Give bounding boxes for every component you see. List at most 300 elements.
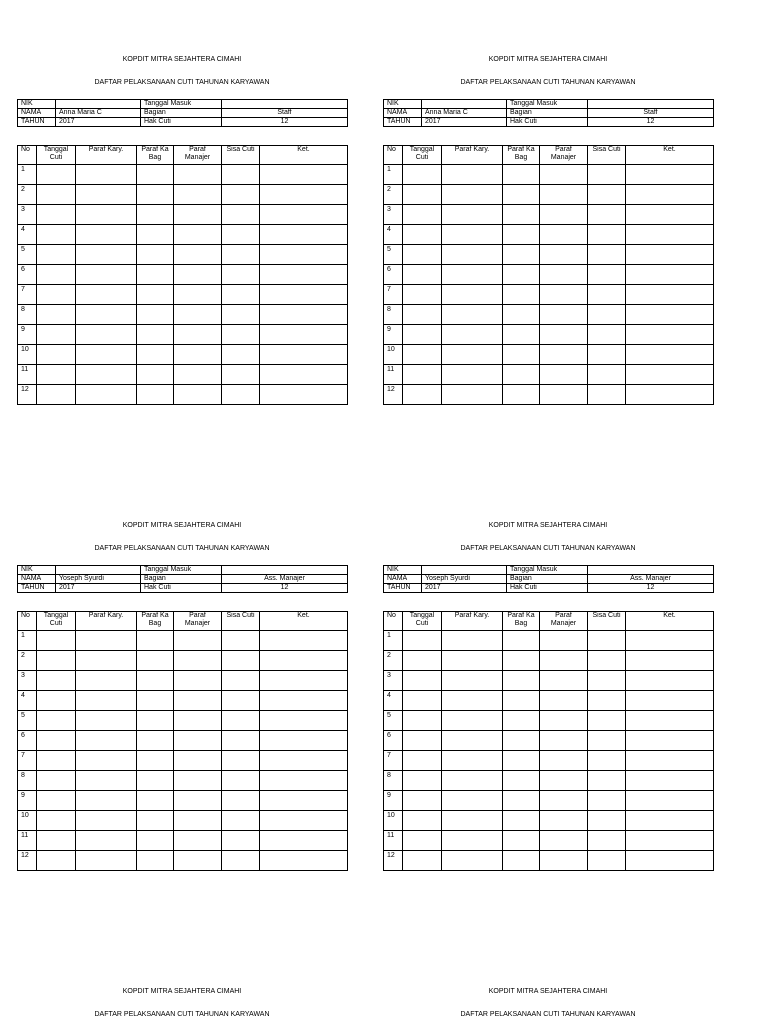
empty-cell (540, 345, 588, 365)
tahun-value: 2017 (56, 118, 141, 127)
hak-cuti-value: 12 (222, 118, 348, 127)
empty-cell (137, 711, 174, 731)
row-number: 7 (18, 285, 37, 305)
empty-cell (222, 751, 260, 771)
row-number: 10 (18, 345, 37, 365)
table-row (18, 285, 348, 305)
table-header-row (18, 146, 348, 165)
empty-cell (222, 651, 260, 671)
paraf-kabag-header: Paraf Ka Bag (137, 612, 174, 631)
no-header: No (384, 612, 403, 631)
empty-cell (174, 811, 222, 831)
empty-cell (503, 851, 540, 871)
empty-cell (588, 731, 626, 751)
empty-cell (222, 671, 260, 691)
row-number: 1 (18, 165, 37, 185)
table-row (18, 791, 348, 811)
empty-cell (626, 751, 714, 771)
bagian-label: Bagian (141, 109, 222, 118)
table-row (18, 325, 348, 345)
empty-cell (76, 345, 137, 365)
empty-cell (174, 265, 222, 285)
empty-cell (442, 851, 503, 871)
row-number: 5 (18, 245, 37, 265)
paraf-karyawan-header: Paraf Kary. (76, 612, 137, 631)
row-number: 9 (384, 325, 403, 345)
row-number: 4 (18, 225, 37, 245)
empty-cell (174, 671, 222, 691)
row-number: 9 (18, 325, 37, 345)
no-header: No (18, 612, 37, 631)
empty-cell (442, 365, 503, 385)
empty-cell (588, 651, 626, 671)
empty-cell (626, 671, 714, 691)
table-row (384, 325, 714, 345)
table-row (384, 791, 714, 811)
empty-cell (503, 205, 540, 225)
empty-cell (503, 651, 540, 671)
empty-cell (260, 245, 348, 265)
empty-cell (76, 185, 137, 205)
table-row (384, 851, 714, 871)
empty-cell (442, 185, 503, 205)
tanggal-masuk-value (222, 566, 348, 575)
empty-cell (588, 831, 626, 851)
bagian-value: Staff (588, 109, 714, 118)
keterangan-header: Ket. (260, 612, 348, 631)
table-row (384, 651, 714, 671)
hak-cuti-value: 12 (588, 584, 714, 593)
table-row (18, 651, 348, 671)
empty-cell (503, 185, 540, 205)
empty-cell (442, 771, 503, 791)
empty-cell (503, 751, 540, 771)
table-row (384, 671, 714, 691)
hak-cuti-label: Hak Cuti (141, 584, 222, 593)
empty-cell (260, 285, 348, 305)
row-number: 4 (18, 691, 37, 711)
table-row (384, 751, 714, 771)
empty-cell (588, 691, 626, 711)
empty-cell (626, 365, 714, 385)
tahun-label: TAHUN (384, 118, 422, 127)
leave-form (17, 521, 347, 871)
empty-cell (174, 771, 222, 791)
empty-cell (626, 651, 714, 671)
empty-cell (137, 651, 174, 671)
table-row (384, 265, 714, 285)
org-title: KOPDIT MITRA SEJAHTERA CIMAHI (488, 522, 608, 529)
table-row (384, 225, 714, 245)
empty-cell (442, 285, 503, 305)
empty-cell (626, 325, 714, 345)
table-row (18, 385, 348, 405)
table-row (18, 671, 348, 691)
tahun-value: 2017 (422, 584, 507, 593)
empty-cell (260, 345, 348, 365)
empty-cell (222, 245, 260, 265)
leave-form-partial (17, 987, 347, 1019)
document-title: DAFTAR PELAKSANAAN CUTI TAHUNAN KARYAWAN (460, 545, 636, 552)
row-number: 2 (18, 651, 37, 671)
tahun-value: 2017 (422, 118, 507, 127)
table-row (18, 711, 348, 731)
empty-cell (442, 265, 503, 285)
empty-cell (442, 305, 503, 325)
empty-cell (76, 651, 137, 671)
empty-cell (540, 325, 588, 345)
empty-cell (403, 671, 442, 691)
empty-cell (137, 325, 174, 345)
row-number: 12 (18, 385, 37, 405)
keterangan-header: Ket. (626, 612, 714, 631)
row-number: 8 (18, 305, 37, 325)
table-header-row (384, 612, 714, 631)
empty-cell (76, 305, 137, 325)
row-number: 2 (18, 185, 37, 205)
empty-cell (260, 751, 348, 771)
empty-cell (442, 345, 503, 365)
empty-cell (76, 165, 137, 185)
row-number: 12 (384, 385, 403, 405)
empty-cell (174, 831, 222, 851)
empty-cell (626, 245, 714, 265)
empty-cell (260, 265, 348, 285)
empty-cell (137, 185, 174, 205)
row-number: 7 (384, 751, 403, 771)
empty-cell (403, 731, 442, 751)
sisa-cuti-header: Sisa Cuti (222, 612, 260, 631)
empty-cell (260, 691, 348, 711)
empty-cell (503, 691, 540, 711)
empty-cell (503, 631, 540, 651)
empty-cell (37, 671, 76, 691)
row-number: 1 (384, 631, 403, 651)
empty-cell (588, 265, 626, 285)
table-row (18, 305, 348, 325)
empty-cell (137, 285, 174, 305)
empty-cell (626, 305, 714, 325)
empty-cell (442, 225, 503, 245)
empty-cell (540, 791, 588, 811)
empty-cell (503, 265, 540, 285)
table-row (384, 245, 714, 265)
row-number: 6 (384, 731, 403, 751)
empty-cell (403, 831, 442, 851)
row-number: 10 (18, 811, 37, 831)
empty-cell (260, 811, 348, 831)
empty-cell (222, 365, 260, 385)
nik-value (56, 100, 141, 109)
empty-cell (37, 831, 76, 851)
empty-cell (76, 751, 137, 771)
empty-cell (588, 791, 626, 811)
empty-cell (442, 711, 503, 731)
row-number: 3 (384, 205, 403, 225)
empty-cell (588, 811, 626, 831)
table-row (18, 771, 348, 791)
empty-cell (37, 225, 76, 245)
leave-entry-table (17, 611, 348, 871)
empty-cell (588, 771, 626, 791)
empty-cell (503, 711, 540, 731)
empty-cell (442, 385, 503, 405)
empty-cell (37, 185, 76, 205)
empty-cell (626, 831, 714, 851)
empty-cell (37, 751, 76, 771)
row-number: 11 (384, 365, 403, 385)
empty-cell (260, 791, 348, 811)
row-number: 5 (384, 245, 403, 265)
empty-cell (540, 651, 588, 671)
empty-cell (174, 851, 222, 871)
table-row (384, 691, 714, 711)
empty-cell (442, 791, 503, 811)
empty-cell (174, 711, 222, 731)
nik-label: NIK (18, 100, 56, 109)
table-row (18, 831, 348, 851)
empty-cell (76, 225, 137, 245)
table-row (18, 851, 348, 871)
empty-cell (174, 165, 222, 185)
empty-cell (588, 631, 626, 651)
empty-cell (222, 385, 260, 405)
table-row (384, 365, 714, 385)
empty-cell (137, 751, 174, 771)
table-row (18, 185, 348, 205)
empty-cell (442, 811, 503, 831)
empty-cell (503, 771, 540, 791)
empty-cell (76, 731, 137, 751)
empty-cell (174, 325, 222, 345)
empty-cell (222, 285, 260, 305)
empty-cell (137, 205, 174, 225)
empty-cell (137, 245, 174, 265)
empty-cell (76, 691, 137, 711)
empty-cell (37, 245, 76, 265)
empty-cell (174, 185, 222, 205)
empty-cell (503, 671, 540, 691)
empty-cell (137, 365, 174, 385)
empty-cell (626, 731, 714, 751)
empty-cell (403, 811, 442, 831)
empty-cell (137, 811, 174, 831)
nama-value: Anna Maria C (56, 109, 141, 118)
empty-cell (174, 205, 222, 225)
paraf-karyawan-header: Paraf Kary. (442, 146, 503, 165)
empty-cell (403, 205, 442, 225)
empty-cell (442, 671, 503, 691)
org-title: KOPDIT MITRA SEJAHTERA CIMAHI (488, 56, 608, 63)
empty-cell (626, 225, 714, 245)
table-row (384, 731, 714, 751)
empty-cell (442, 651, 503, 671)
empty-cell (222, 831, 260, 851)
empty-cell (442, 631, 503, 651)
empty-cell (626, 385, 714, 405)
tahun-label: TAHUN (18, 584, 56, 593)
empty-cell (222, 851, 260, 871)
row-number: 8 (18, 771, 37, 791)
empty-cell (37, 365, 76, 385)
empty-cell (503, 345, 540, 365)
nik-label: NIK (384, 100, 422, 109)
row-number: 6 (18, 731, 37, 751)
empty-cell (588, 205, 626, 225)
empty-cell (260, 205, 348, 225)
empty-cell (626, 285, 714, 305)
bagian-label: Bagian (141, 575, 222, 584)
hak-cuti-label: Hak Cuti (141, 118, 222, 127)
empty-cell (137, 851, 174, 871)
paraf-manajer-header: Paraf Manajer (540, 612, 588, 631)
empty-cell (442, 831, 503, 851)
empty-cell (540, 711, 588, 731)
empty-cell (403, 711, 442, 731)
empty-cell (260, 305, 348, 325)
document-title: DAFTAR PELAKSANAAN CUTI TAHUNAN KARYAWAN (94, 79, 270, 86)
row-number: 10 (384, 811, 403, 831)
empty-cell (137, 345, 174, 365)
tanggal-masuk-value (222, 100, 348, 109)
empty-cell (626, 791, 714, 811)
empty-cell (37, 385, 76, 405)
empty-cell (137, 631, 174, 651)
row-number: 2 (384, 185, 403, 205)
empty-cell (37, 651, 76, 671)
empty-cell (588, 851, 626, 871)
empty-cell (588, 325, 626, 345)
empty-cell (260, 671, 348, 691)
empty-cell (588, 225, 626, 245)
empty-cell (540, 631, 588, 651)
leave-entry-table (383, 145, 714, 405)
employee-info-table (383, 99, 714, 127)
empty-cell (588, 305, 626, 325)
row-number: 2 (384, 651, 403, 671)
leave-form (383, 55, 713, 405)
empty-cell (174, 225, 222, 245)
leave-entry-table (17, 145, 348, 405)
empty-cell (540, 811, 588, 831)
empty-cell (588, 245, 626, 265)
table-header-row (384, 146, 714, 165)
empty-cell (403, 285, 442, 305)
empty-cell (503, 225, 540, 245)
paraf-karyawan-header: Paraf Kary. (442, 612, 503, 631)
row-number: 9 (18, 791, 37, 811)
tanggal-cuti-header: Tanggal Cuti (37, 612, 76, 631)
empty-cell (37, 771, 76, 791)
empty-cell (260, 385, 348, 405)
empty-cell (37, 265, 76, 285)
nik-value (422, 100, 507, 109)
paraf-manajer-header: Paraf Manajer (174, 612, 222, 631)
empty-cell (76, 631, 137, 651)
empty-cell (588, 345, 626, 365)
table-row (18, 691, 348, 711)
row-number: 3 (384, 671, 403, 691)
empty-cell (37, 305, 76, 325)
org-title: KOPDIT MITRA SEJAHTERA CIMAHI (488, 988, 608, 995)
empty-cell (222, 711, 260, 731)
empty-cell (76, 771, 137, 791)
empty-cell (540, 265, 588, 285)
tanggal-cuti-header: Tanggal Cuti (403, 612, 442, 631)
empty-cell (137, 305, 174, 325)
nama-label: NAMA (18, 575, 56, 584)
empty-cell (260, 851, 348, 871)
paraf-manajer-header: Paraf Manajer (174, 146, 222, 165)
row-number: 8 (384, 305, 403, 325)
tanggal-masuk-label: Tanggal Masuk (141, 100, 222, 109)
empty-cell (37, 631, 76, 651)
empty-cell (588, 711, 626, 731)
empty-cell (403, 325, 442, 345)
nik-value (422, 566, 507, 575)
empty-cell (626, 631, 714, 651)
empty-cell (403, 751, 442, 771)
table-header-row (18, 612, 348, 631)
table-row (18, 811, 348, 831)
empty-cell (540, 691, 588, 711)
empty-cell (174, 651, 222, 671)
empty-cell (37, 811, 76, 831)
empty-cell (76, 245, 137, 265)
empty-cell (222, 771, 260, 791)
empty-cell (403, 265, 442, 285)
table-row (384, 185, 714, 205)
empty-cell (76, 711, 137, 731)
bagian-value: Ass. Manajer (588, 575, 714, 584)
row-number: 3 (18, 205, 37, 225)
sisa-cuti-header: Sisa Cuti (588, 612, 626, 631)
empty-cell (222, 791, 260, 811)
paraf-kabag-header: Paraf Ka Bag (503, 146, 540, 165)
row-number: 4 (384, 691, 403, 711)
row-number: 9 (384, 791, 403, 811)
table-row (18, 345, 348, 365)
empty-cell (222, 225, 260, 245)
empty-cell (403, 165, 442, 185)
no-header: No (18, 146, 37, 165)
empty-cell (174, 385, 222, 405)
table-row (384, 305, 714, 325)
empty-cell (626, 165, 714, 185)
empty-cell (76, 285, 137, 305)
keterangan-header: Ket. (626, 146, 714, 165)
empty-cell (260, 651, 348, 671)
row-number: 5 (18, 711, 37, 731)
empty-cell (222, 631, 260, 651)
empty-cell (540, 365, 588, 385)
empty-cell (260, 165, 348, 185)
empty-cell (260, 711, 348, 731)
empty-cell (588, 671, 626, 691)
paraf-manajer-header: Paraf Manajer (540, 146, 588, 165)
tahun-label: TAHUN (384, 584, 422, 593)
tanggal-cuti-header: Tanggal Cuti (403, 146, 442, 165)
empty-cell (174, 751, 222, 771)
row-number: 1 (18, 631, 37, 651)
table-row (18, 751, 348, 771)
nama-label: NAMA (18, 109, 56, 118)
empty-cell (174, 345, 222, 365)
employee-info-table (383, 565, 714, 593)
nama-label: NAMA (384, 109, 422, 118)
empty-cell (540, 285, 588, 305)
empty-cell (174, 305, 222, 325)
